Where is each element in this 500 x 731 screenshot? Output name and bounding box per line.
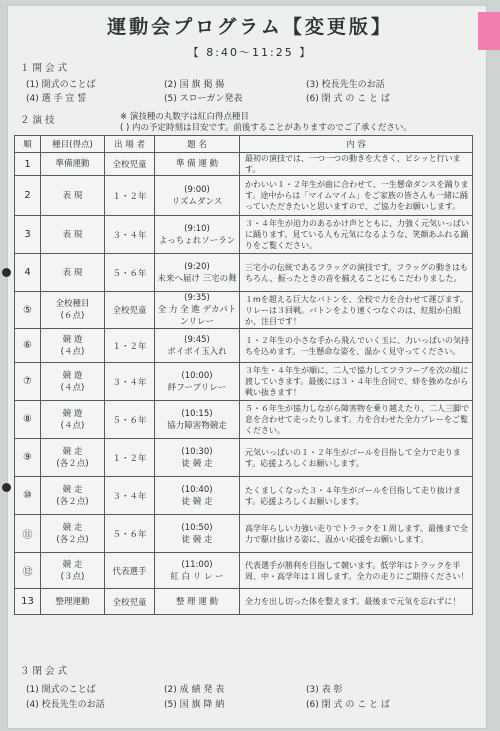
row-title: [155, 553, 240, 589]
table-row: [15, 401, 473, 439]
program-table: [14, 135, 473, 615]
closing-item: (5) 国 旗 降 納: [164, 700, 225, 710]
closing-item: (1) 開式のことば: [26, 685, 96, 695]
row-content: かわいい１・２年生が曲に合わせて、一生懸命ダンスを踊ります。途中からは「マイムマイム」をご家族の皆さんも一緒に踊っていただきたいと思いますので、ご協力をお願いします。: [240, 176, 473, 216]
table-header-row: [15, 136, 473, 153]
table-row: [15, 329, 473, 363]
title-text: 徒 競 走: [181, 496, 213, 507]
closing-list: [26, 682, 476, 710]
row-number: ⑦: [15, 363, 41, 401]
row-title: [155, 292, 240, 329]
row-title: [155, 589, 240, 615]
scheduled-time: (9:00): [184, 184, 210, 195]
row-title: [155, 216, 240, 254]
row-player: 代表選手: [105, 553, 155, 589]
row-number: ⑩: [15, 477, 41, 515]
opening-item: (6) 閉 式 の こ と ば: [306, 94, 390, 104]
row-content: １mを超える巨大なバトンを、全校で力を合わせて運びます。リレーは３回戦。バトンをより速くつなぐのは、紅組か白組か、注目です！: [240, 292, 473, 329]
table-row: [15, 254, 473, 292]
table-row: [15, 589, 473, 615]
event-type: 競 走: [62, 446, 83, 457]
col-header-player: 出 場 者: [105, 136, 155, 153]
table-row: [15, 553, 473, 589]
row-player: １・２年: [105, 329, 155, 363]
binder-hole: [2, 268, 11, 277]
row-number: 2: [15, 176, 41, 216]
event-type: 競 遊: [62, 408, 83, 419]
row-content: 最初の演技では、一つ一つの動きを大きく、ビシッと行います。: [240, 153, 473, 176]
event-points: (３点): [60, 571, 85, 582]
row-player: 全校児童: [105, 153, 155, 176]
row-content: ３年生・４年生が順に、二人で協力してフラフープを次の組に渡していきます。最後には３・４年生合同で、絆を強めながら戦い抜きます！: [240, 363, 473, 401]
table-row: [15, 439, 473, 477]
event-points: (４点): [60, 420, 85, 431]
note-points: ※ 演技種の丸数字は紅白得点種目: [120, 112, 249, 122]
row-title: [155, 401, 240, 439]
event-type: 競 走: [62, 522, 83, 533]
closing-item: (4) 校長先生のお話: [26, 700, 105, 710]
event-type: 競 遊: [62, 334, 83, 345]
row-player: １・２年: [105, 439, 155, 477]
event-type: 整理運動: [55, 596, 90, 607]
row-event: [41, 401, 105, 439]
title-text: 徒 競 走: [181, 534, 213, 545]
title-text: 紅 白 リ レ ー: [170, 571, 224, 582]
row-number: ⑤: [15, 292, 41, 329]
scheduled-time: (9:10): [184, 223, 210, 234]
event-type: 競 遊: [62, 370, 83, 381]
scheduled-time: (9:45): [184, 334, 210, 345]
row-event: [41, 589, 105, 615]
row-content: ５・６年生が協力しながら障害物を乗り越えたり、二人三脚で息を合わせて走ったりします。力を合わせた全力プレーをご覧ください。: [240, 401, 473, 439]
opening-item: (4) 選 手 宣 誓: [26, 94, 87, 104]
row-number: 1: [15, 153, 41, 176]
title-text: よっちょれソーラン: [158, 235, 236, 246]
row-player: ３・４年: [105, 363, 155, 401]
col-header-event: 種目(得点): [41, 136, 105, 153]
row-player: 全校児童: [105, 292, 155, 329]
row-content: 三宅小の伝統であるフラッグの演技です。フラッグの動きはもちろん、振ったときの音を揃えることにもこだわりました。: [240, 254, 473, 292]
event-points: (６点): [60, 311, 85, 321]
scheduled-time: (11:00): [181, 559, 213, 570]
closing-item: (6) 閉 式 の こ と ば: [306, 700, 390, 710]
row-content: 代表選手が勝利を目指して競います。低学年はトラックを半周、中・高学年は１周します。全力の走りにご期待ください！: [240, 553, 473, 589]
row-number: 4: [15, 254, 41, 292]
event-type: 競 走: [62, 559, 83, 570]
title-text: 準 備 運 動: [175, 159, 219, 169]
row-title: [155, 254, 240, 292]
row-content: 高学年らしい力強い走りでトラックを１周します。最後まで全力で駆け抜ける姿に、温かい応援をお願いします。: [240, 515, 473, 553]
title-text: 絆フープリレー: [167, 382, 227, 393]
row-content: 全力を出し切った体を整えます。最後まで元気を忘れずに！: [240, 589, 473, 615]
opening-item: (3) 校長先生のお話: [306, 80, 385, 90]
closing-heading: ３ 閉 会 式: [20, 666, 68, 677]
row-event: [41, 329, 105, 363]
row-title: [155, 439, 240, 477]
row-number: ⑨: [15, 439, 41, 477]
row-event: [41, 363, 105, 401]
event-type: 表 現: [62, 190, 83, 201]
row-title: [155, 477, 240, 515]
row-event: [41, 176, 105, 216]
opening-list: [26, 77, 476, 105]
event-points: (４点): [60, 382, 85, 393]
opening-item: (2) 国 旗 掲 揚: [164, 80, 225, 90]
table-row: [15, 153, 473, 176]
note-time: ( ) 内の予定時刻は目安です。前後することがありますのでご了承ください。: [120, 123, 412, 133]
row-event: [41, 216, 105, 254]
row-title: [155, 176, 240, 216]
scheduled-time: (10:40): [181, 484, 213, 495]
row-number: 3: [15, 216, 41, 254]
row-number: ⑧: [15, 401, 41, 439]
scheduled-time: (10:50): [181, 522, 213, 533]
row-number: ⑪: [15, 515, 41, 553]
row-event: [41, 439, 105, 477]
row-player: ５・６年: [105, 254, 155, 292]
scheduled-time: (9:20): [184, 261, 210, 272]
title-text: 整 理 運 動: [175, 596, 219, 607]
closing-item: (2) 成 績 発 表: [164, 685, 225, 695]
col-header-name: 題 名: [155, 136, 240, 153]
opening-item: (5) スローガン発表: [164, 94, 243, 104]
title-text: 徒 競 走: [181, 458, 213, 469]
scheduled-time: (10:15): [181, 408, 213, 419]
row-event: [41, 254, 105, 292]
row-player: ５・６年: [105, 401, 155, 439]
row-event: [41, 553, 105, 589]
table-row: [15, 176, 473, 216]
event-points: (各２点): [56, 534, 89, 545]
row-content: 元気いっぱいの１・２年生がゴールを目指して全力で走ります。応援よろしくお願いします。: [240, 439, 473, 477]
title-text: 協力障害物競走: [167, 420, 227, 431]
row-event: [41, 153, 105, 176]
table-row: [15, 477, 473, 515]
event-points: (４点): [60, 346, 85, 357]
col-header-content: 内 容: [240, 136, 473, 153]
event-type: 競 走: [62, 484, 83, 495]
row-number: ⑫: [15, 553, 41, 589]
binder-hole: [2, 483, 11, 492]
row-title: [155, 153, 240, 176]
page-title: 運動会プログラム【変更版】: [107, 16, 393, 38]
row-event: [41, 292, 105, 329]
table-row: [15, 363, 473, 401]
row-content: ３・４年生が迫力のあるかけ声とともに、力強く元気いっぱいに踊ります。見ている人も元気になるような、笑顔あふれる踊りをご覧ください。: [240, 216, 473, 254]
row-event: [41, 515, 105, 553]
title-text: リズムダンス: [171, 196, 223, 207]
row-event: [41, 477, 105, 515]
event-type: 表 現: [62, 229, 83, 240]
row-player: ３・４年: [105, 216, 155, 254]
row-content: １・２年生の小さな手から飛んでいく玉に、力いっぱいの気持ちを込めます。一生懸命な姿を、温かく見守ってください。: [240, 329, 473, 363]
scheduled-time: (9:35): [184, 293, 210, 303]
row-title: [155, 515, 240, 553]
scheduled-time: (10:30): [181, 446, 213, 457]
title-text: 全 力 全 進 デカパトンリレー: [157, 305, 237, 327]
table-row: [15, 216, 473, 254]
row-number: ⑥: [15, 329, 41, 363]
row-title: [155, 329, 240, 363]
opening-heading: １ 開 会 式: [20, 63, 68, 74]
title-text: ポイポイ玉入れ: [167, 346, 227, 357]
row-number: 13: [15, 589, 41, 615]
event-type: 表 現: [62, 267, 83, 278]
performance-heading: ２ 演 技: [20, 115, 55, 126]
event-points: (各２点): [56, 458, 89, 469]
row-player: 全校児童: [105, 589, 155, 615]
event-type: 全校種目: [55, 299, 90, 309]
event-points: (各２点): [56, 496, 89, 507]
table-row: [15, 292, 473, 329]
event-type: 準備運動: [55, 159, 90, 169]
row-player: ３・４年: [105, 477, 155, 515]
col-header-no: 順: [15, 136, 41, 153]
row-player: １・２年: [105, 176, 155, 216]
performance-notes: [120, 112, 412, 134]
table-row: [15, 515, 473, 553]
row-player: ５・６年: [105, 515, 155, 553]
closing-item: (3) 表 彰: [306, 685, 343, 695]
row-title: [155, 363, 240, 401]
scheduled-time: (10:00): [181, 370, 213, 381]
row-content: たくましくなった３・４年生がゴールを目指して走り抜けます。応援よろしくお願いします。: [240, 477, 473, 515]
title-text: 未来へ届け 三宅の舞: [157, 273, 237, 284]
time-range: 【 8:40〜11:25 】: [187, 46, 313, 59]
opening-item: (1) 開式のことば: [26, 80, 96, 90]
